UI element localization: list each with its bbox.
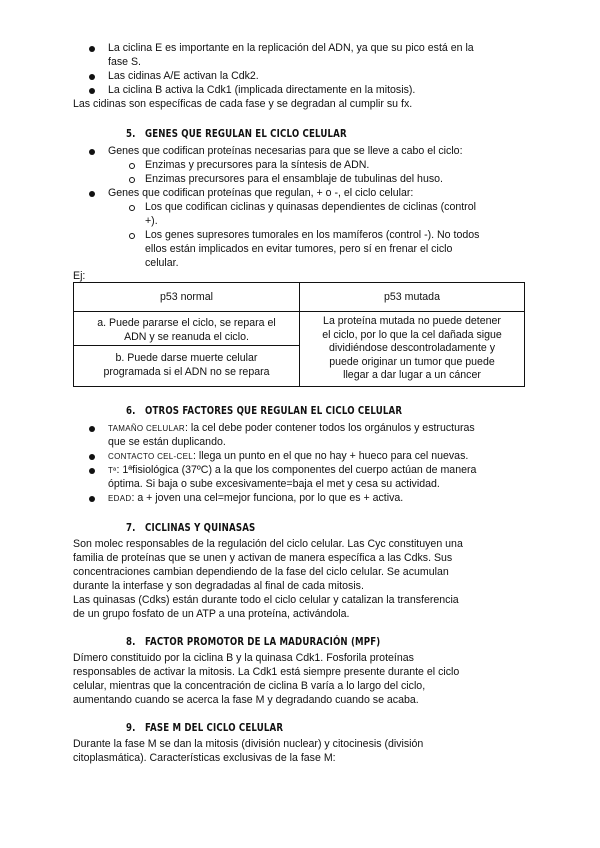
- section-5-number: 5.: [126, 128, 136, 140]
- p53-table: [73, 282, 525, 387]
- intro-bullet-1: La ciclina E es importante en la replicación del ADN, ya que su pico está en la: [108, 42, 474, 54]
- s5-sub-2: Enzimas precursores para el ensamblaje de tubulinas del huso.: [145, 173, 443, 185]
- section-5-title: GENES QUE REGULAN EL CICLO CELULAR: [145, 128, 347, 140]
- bullet-icon: [89, 496, 95, 502]
- bullet-icon: [89, 149, 95, 155]
- table-cell-mutada: La proteína mutada no puede detener el ciclo, por lo que la cel dañada sigue dividiéndose descontroladamente y puede originar un tumor que puede llegar a dar lugar a un cáncer: [322, 315, 502, 381]
- section-7-title: CICLINAS Y QUINASAS: [145, 522, 256, 534]
- bullet-icon: [89, 74, 95, 80]
- s9-line-2: citoplasmática). Características exclusivas de la fase M:: [73, 752, 336, 764]
- s5-sub-4-cont1: ellos están implicados en evitar tumores, pero sí en frenar el ciclo: [145, 243, 453, 255]
- s5-sub-4-cont2: celular.: [145, 257, 179, 269]
- section-7-number: 7.: [126, 522, 136, 534]
- s9-line-1: Durante la fase M se dan la mitosis (división nuclear) y citocinesis (división: [73, 738, 424, 750]
- table-header-normal: p53 normal: [160, 291, 213, 303]
- example-label: Ej:: [73, 270, 86, 282]
- s5-sub-4: Los genes supresores tumorales en los mamíferos (control -). No todos: [145, 229, 480, 241]
- s5-bullet-1: Genes que codifican proteínas necesarias para que se lleve a cabo el ciclo:: [108, 145, 463, 157]
- s8-line-4: aumentando cuando se acerca la fase M y degradando cuando se acaba.: [73, 694, 419, 706]
- bullet-icon: [89, 468, 95, 474]
- section-8-title: FACTOR PROMOTOR DE LA MADURACIÓN (MPF): [145, 636, 381, 648]
- bullet-icon: [89, 88, 95, 94]
- table-header-mutada: p53 mutada: [384, 291, 440, 303]
- factor-size-cont: que se están duplicando.: [108, 436, 226, 448]
- s8-line-1: Dímero constituido por la ciclina B y la quinasa Cdk1. Fosforila proteínas: [73, 652, 414, 664]
- s7-line-2: familia de proteínas que se unen y activan de manera específica a las Cdks. Sus: [73, 552, 453, 564]
- bullet-icon: [89, 46, 95, 52]
- section-9-title: FASE M DEL CICLO CELULAR: [145, 722, 284, 734]
- s5-sub-3-cont: +).: [145, 215, 158, 227]
- intro-bullet-2: Las cidinas A/E activan la Cdk2.: [108, 70, 259, 82]
- bullet-icon: [89, 454, 95, 460]
- s8-line-3: celular, mientras que la concentración de ciclina B varía a lo largo del ciclo,: [73, 680, 426, 692]
- s7-line-3: concentraciones cambian dependiendo de la fase del ciclo celular. Se acumulan: [73, 566, 449, 578]
- s7-line-6: de un grupo fosfato de un ATP a una proteína, activándola.: [73, 608, 350, 620]
- factor-age: EDAD: a + joven una cel=mejor funciona, por lo que es + activa.: [108, 492, 404, 504]
- s5-bullet-2: Genes que codifican proteínas que regulan, + o -, el ciclo celular:: [108, 187, 414, 199]
- bullet-icon: [89, 191, 95, 197]
- factor-contact: CONTACTO CEL-CEL: llega un punto en el que no hay + hueco para cel nuevas.: [108, 450, 469, 462]
- s5-sub-1: Enzimas y precursores para la síntesis de ADN.: [145, 159, 370, 171]
- s8-line-2: responsables de activar la mitosis. La Cdk1 está siempre presente durante el ciclo: [73, 666, 460, 678]
- circle-bullet-icon: [129, 163, 135, 169]
- factor-temperature: Tª: 1ªfisiológica (37ºC) a la que los componentes del cuerpo actúan de manera: [108, 464, 477, 476]
- circle-bullet-icon: [129, 233, 135, 239]
- factor-size: TAMAÑO CELULAR: la cel debe poder contener todos los orgánulos y estructuras: [108, 422, 475, 434]
- bullet-icon: [89, 426, 95, 432]
- section-8-number: 8.: [126, 636, 136, 648]
- intro-bullet-3: La ciclina B activa la Cdk1 (implicada directamente en la mitosis).: [108, 84, 416, 96]
- intro-bullet-1-cont: fase S.: [108, 56, 141, 68]
- s7-line-4: durante la interfase y son degradadas al final de cada mitosis.: [73, 580, 364, 592]
- intro-note: Las cidinas son específicas de cada fase y se degradan al cumplir su fx.: [73, 98, 413, 110]
- factor-temperature-cont: óptima. Si baja o sube excesivamente=baja el met y cesa su actividad.: [108, 478, 440, 490]
- table-cell-normal-a: a. Puede pararse el ciclo, se repara el ADN y se reanuda el ciclo.: [97, 317, 276, 343]
- table-cell-normal-b: b. Puede darse muerte celular programada si el ADN no se repara: [103, 352, 270, 378]
- circle-bullet-icon: [129, 205, 135, 211]
- section-6-number: 6.: [126, 405, 136, 417]
- s7-line-1: Son molec responsables de la regulación del ciclo celular. Las Cyc constituyen una: [73, 538, 463, 550]
- s7-line-5: Las quinasas (Cdks) están durante todo el ciclo celular y catalizan la transferencia: [73, 594, 459, 606]
- section-6-title: OTROS FACTORES QUE REGULAN EL CICLO CELULAR: [145, 405, 403, 417]
- section-9-number: 9.: [126, 722, 136, 734]
- circle-bullet-icon: [129, 177, 135, 183]
- s5-sub-3: Los que codifican ciclinas y quinasas dependientes de ciclinas (control: [145, 201, 476, 213]
